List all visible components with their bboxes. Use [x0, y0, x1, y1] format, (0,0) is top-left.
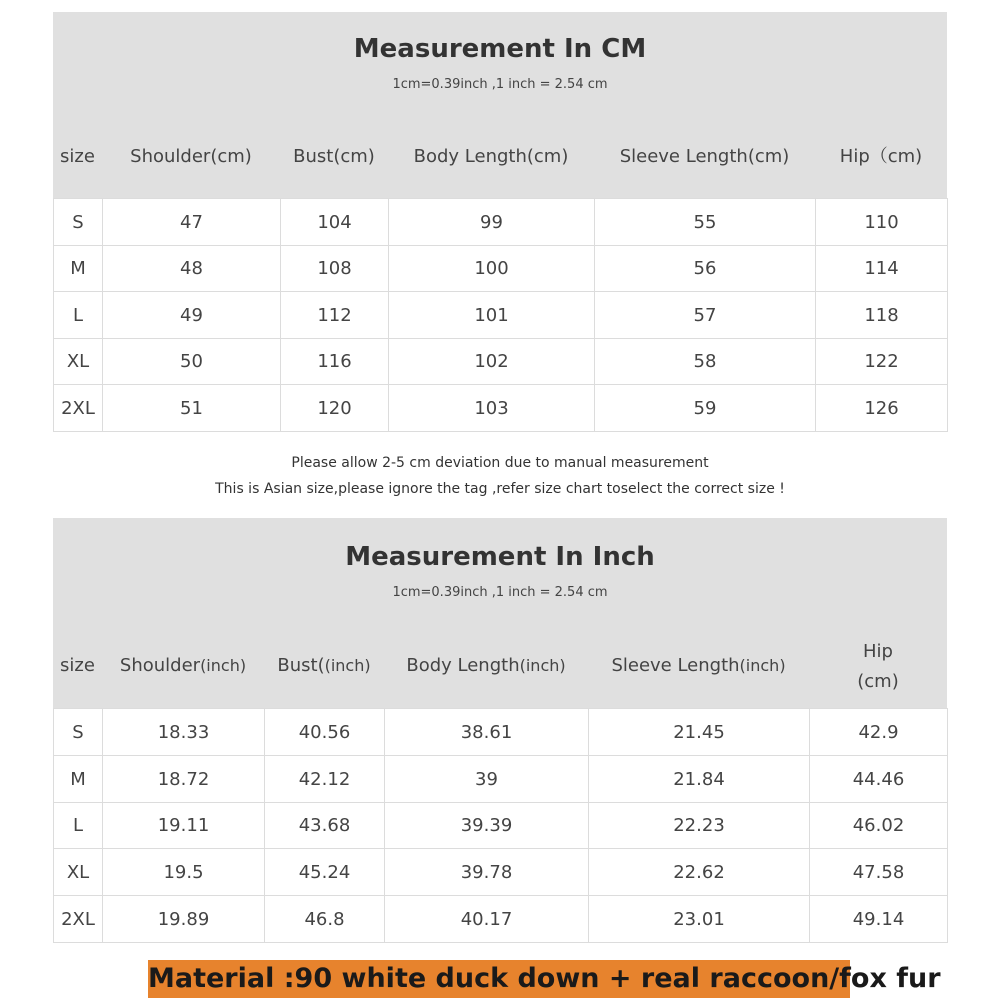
inch-header-hip-label: Hip — [863, 641, 893, 662]
table-row — [54, 385, 948, 432]
sleeve-length-cell: 23.01 — [589, 896, 810, 943]
sleeve-length-cell: 22.62 — [589, 849, 810, 896]
hip-cell: 118 — [816, 292, 948, 339]
inch-header-shoulder-label: Shoulder — [119, 655, 201, 676]
inch-header-sleeve-length-unit: (inch) — [739, 656, 786, 675]
body-length-cell: 39 — [385, 756, 589, 803]
cm-size-table — [53, 198, 948, 432]
shoulder-cell: 51 — [103, 385, 281, 432]
body-length-cell: 38.61 — [385, 709, 589, 756]
body-length-cell: 102 — [389, 339, 595, 385]
body-length-cell: 101 — [389, 292, 595, 339]
size-cell: L — [54, 803, 103, 849]
inch-header-body-length — [384, 651, 588, 681]
table-row — [54, 896, 948, 943]
cm-size-chart — [53, 12, 947, 518]
size-cell: S — [54, 199, 103, 246]
size-cell: M — [54, 246, 103, 292]
shoulder-cell: 49 — [103, 292, 281, 339]
sleeve-length-cell: 56 — [595, 246, 816, 292]
inch-header-sleeve-length-label: Sleeve Length — [611, 655, 740, 676]
cm-conversion-note: 1cm=0.39inch ,1 inch = 2.54 cm — [392, 77, 608, 92]
inch-header-bust — [264, 651, 384, 681]
size-cell: L — [54, 292, 103, 339]
size-cell: M — [54, 756, 103, 803]
shoulder-cell: 50 — [103, 339, 281, 385]
inch-header-size: size — [60, 655, 95, 676]
inch-chart-title: Measurement In Inch — [345, 542, 655, 572]
inch-header-shoulder — [102, 651, 264, 681]
sleeve-length-cell: 58 — [595, 339, 816, 385]
table-row — [54, 292, 948, 339]
hip-cell: 44.46 — [810, 756, 948, 803]
inch-header-body-length-unit: (inch) — [519, 656, 566, 675]
bust-cell: 40.56 — [265, 709, 385, 756]
table-row — [54, 756, 948, 803]
inch-header-sleeve-length — [588, 651, 809, 681]
inch-header-bust-unit: (inch) — [324, 656, 371, 675]
hip-cell: 122 — [816, 339, 948, 385]
hip-cell: 114 — [816, 246, 948, 292]
bust-cell: 112 — [281, 292, 389, 339]
shoulder-cell: 47 — [103, 199, 281, 246]
bust-cell: 120 — [281, 385, 389, 432]
sleeve-length-cell: 21.45 — [589, 709, 810, 756]
body-length-cell: 39.78 — [385, 849, 589, 896]
inch-header-shoulder-unit: (inch) — [200, 656, 247, 675]
inch-header-bust-label: Bust( — [277, 655, 325, 676]
bust-cell: 104 — [281, 199, 389, 246]
hip-cell: 110 — [816, 199, 948, 246]
cm-header-bust: Bust(cm) — [293, 146, 375, 167]
shoulder-cell: 19.5 — [103, 849, 265, 896]
bust-cell: 116 — [281, 339, 389, 385]
bust-cell: 42.12 — [265, 756, 385, 803]
cm-header-size: size — [60, 146, 95, 167]
inch-header-body-length-label: Body Length — [406, 655, 520, 676]
body-length-cell: 39.39 — [385, 803, 589, 849]
inch-header-hip — [809, 636, 947, 698]
cm-header-body-length: Body Length(cm) — [413, 146, 569, 167]
deviation-note: Please allow 2-5 cm deviation due to manual measurement — [291, 455, 709, 471]
table-row — [54, 709, 948, 756]
inch-size-table — [53, 708, 948, 943]
deviation-notes — [53, 450, 947, 502]
inch-size-chart — [53, 518, 947, 942]
bust-cell: 43.68 — [265, 803, 385, 849]
body-length-cell: 99 — [389, 199, 595, 246]
shoulder-cell: 19.11 — [103, 803, 265, 849]
table-row — [54, 803, 948, 849]
shoulder-cell: 48 — [103, 246, 281, 292]
hip-cell: 46.02 — [810, 803, 948, 849]
table-row — [54, 339, 948, 385]
inch-header-hip-unit: (cm) — [857, 671, 899, 692]
cm-chart-title: Measurement In CM — [353, 34, 647, 64]
hip-cell: 42.9 — [810, 709, 948, 756]
bust-cell: 108 — [281, 246, 389, 292]
asian-size-note: This is Asian size,please ignore the tag ,refer size chart toselect the correct size ! — [215, 481, 785, 497]
body-length-cell: 40.17 — [385, 896, 589, 943]
table-row — [54, 849, 948, 896]
sleeve-length-cell: 21.84 — [589, 756, 810, 803]
bust-cell: 46.8 — [265, 896, 385, 943]
shoulder-cell: 19.89 — [103, 896, 265, 943]
cm-header-hip: Hip（cm) — [839, 146, 923, 167]
table-row — [54, 199, 948, 246]
cm-header-sleeve-length: Sleeve Length(cm) — [619, 146, 790, 167]
sleeve-length-cell: 57 — [595, 292, 816, 339]
bust-cell: 45.24 — [265, 849, 385, 896]
inch-conversion-note: 1cm=0.39inch ,1 inch = 2.54 cm — [392, 585, 608, 600]
size-cell: S — [54, 709, 103, 756]
size-cell: XL — [54, 339, 103, 385]
table-row — [54, 246, 948, 292]
shoulder-cell: 18.72 — [103, 756, 265, 803]
sleeve-length-cell: 59 — [595, 385, 816, 432]
size-cell: XL — [54, 849, 103, 896]
shoulder-cell: 18.33 — [103, 709, 265, 756]
size-cell: 2XL — [54, 896, 103, 943]
body-length-cell: 103 — [389, 385, 595, 432]
cm-header-shoulder: Shoulder(cm) — [130, 146, 252, 167]
hip-cell: 47.58 — [810, 849, 948, 896]
hip-cell: 49.14 — [810, 896, 948, 943]
body-length-cell: 100 — [389, 246, 595, 292]
sleeve-length-cell: 22.23 — [589, 803, 810, 849]
size-cell: 2XL — [54, 385, 103, 432]
material-banner: Material :90 white duck down + real raccoon/fox fur — [148, 960, 850, 998]
hip-cell: 126 — [816, 385, 948, 432]
sleeve-length-cell: 55 — [595, 199, 816, 246]
